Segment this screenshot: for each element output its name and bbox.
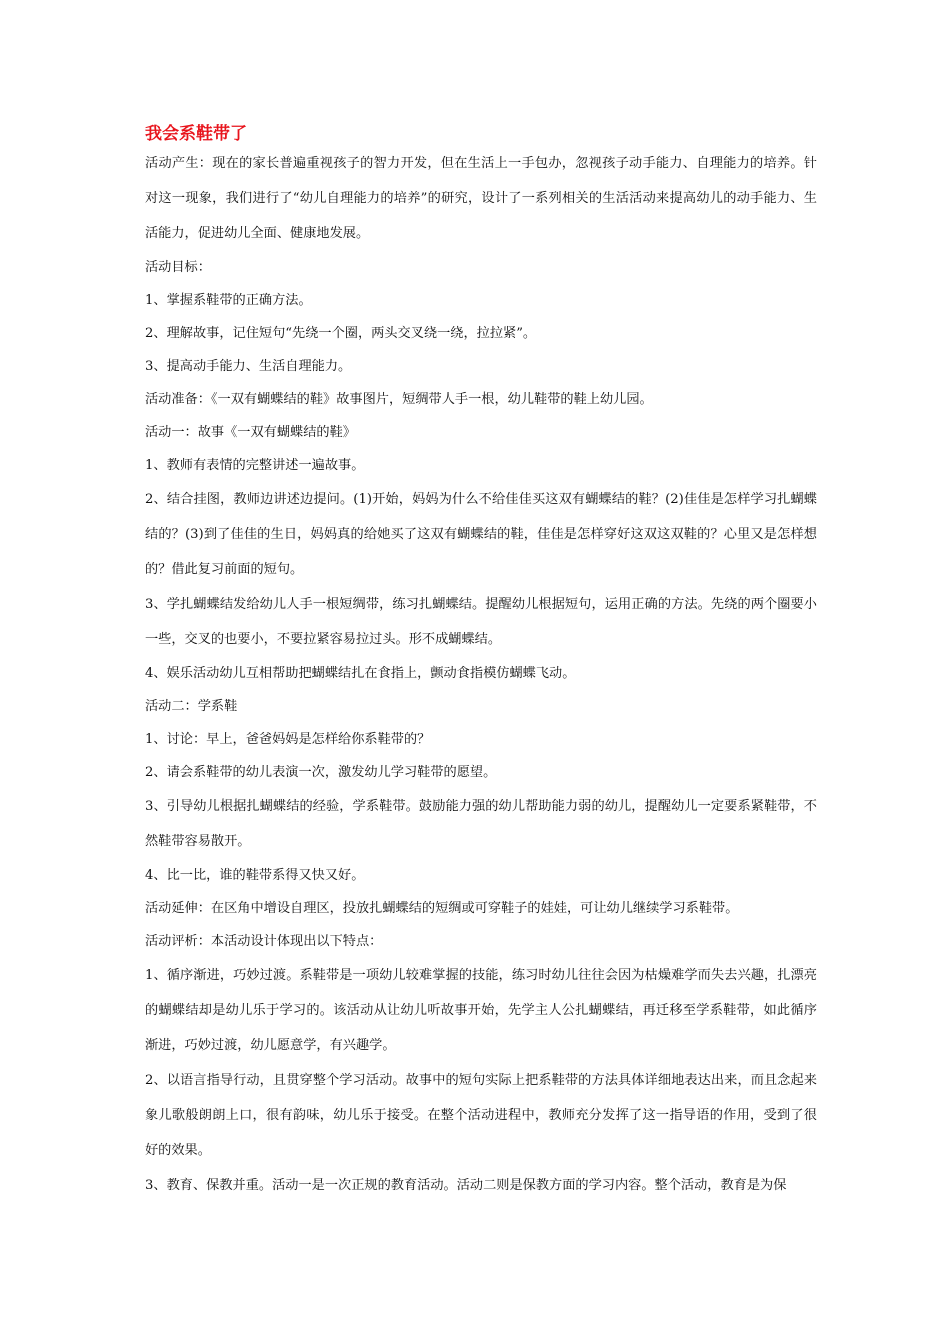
paragraph-activity-1-step-2: 2、结合挂图，教师边讲述边提问。(1)开始，妈妈为什么不给佳佳买这双有蝴蝶结的鞋？(2)佳佳是怎样学习扎蝴蝶结的？(3)到了佳佳的生日，妈妈真的给她买了这双有蝴蝶结的鞋，佳佳是怎样穿好这双这双鞋的？心里又是怎样想的？借此复习前面的短句。 bbox=[145, 492, 817, 577]
paragraph-activity-1-step-1: 1、教师有表情的完整讲述一遍故事。 bbox=[145, 458, 365, 473]
paragraph-evaluation-2: 2、以语言指导行动，且贯穿整个学习活动。故事中的短句实际上把系鞋带的方法具体详细地表达出来，而且念起来象儿歌般朗朗上口，很有韵味，幼儿乐于接受。在整个活动进程中，教师充分发挥了这一指导语的作用，受到了很好的效果。 bbox=[145, 1073, 817, 1158]
paragraph-activity-1-step-3: 3、学扎蝴蝶结发给幼儿人手一根短绸带，练习扎蝴蝶结。提醒幼儿根据短句，运用正确的方法。先绕的两个圈要小一些，交叉的也要小，不要拉紧容易拉过头。形不成蝴蝶结。 bbox=[145, 597, 817, 647]
paragraph-evaluation-1: 1、循序渐进，巧妙过渡。系鞋带是一项幼儿较难掌握的技能，练习时幼儿往往会因为枯燥难学而失去兴趣，扎漂亮的蝴蝶结却是幼儿乐于学习的。该活动从让幼儿听故事开始，先学主人公扎蝴蝶结，再迁移至学系鞋带，如此循序渐进，巧妙过渡，幼儿愿意学，有兴趣学。 bbox=[145, 968, 817, 1053]
paragraph-activity-2-step-4: 4、比一比，谁的鞋带系得又快又好。 bbox=[145, 868, 365, 883]
paragraph-activity-2-step-2: 2、请会系鞋带的幼儿表演一次，激发幼儿学习鞋带的愿望。 bbox=[145, 765, 497, 780]
paragraph-extension: 活动延伸：在区角中增设自理区，投放扎蝴蝶结的短绸或可穿鞋子的娃娃，可让幼儿继续学习系鞋带。 bbox=[145, 901, 739, 916]
paragraph-goal-1: 1、掌握系鞋带的正确方法。 bbox=[145, 293, 312, 308]
paragraph-activity-1-step-4: 4、娱乐活动幼儿互相帮助把蝴蝶结扎在食指上，颤动食指模仿蝴蝶飞动。 bbox=[145, 666, 576, 681]
paragraph-evaluation-3: 3、教育、保教并重。活动一是一次正规的教育活动。活动二则是保教方面的学习内容。整个活动，教育是为保 bbox=[145, 1178, 787, 1193]
paragraph-activity-2-heading: 活动二：学系鞋 bbox=[145, 699, 238, 714]
paragraph-activity-2-step-3: 3、引导幼儿根据扎蝴蝶结的经验，学系鞋带。鼓励能力强的幼儿帮助能力弱的幼儿，提醒幼儿一定要系紧鞋带，不然鞋带容易散开。 bbox=[145, 799, 817, 849]
paragraph-origin: 活动产生：现在的家长普遍重视孩子的智力开发，但在生活上一手包办，忽视孩子动手能力、自理能力的培养。针对这一现象，我们进行了“幼儿自理能力的培养”的研究，设计了一系列相关的生活活动来提高幼儿的动手能力、生活能力，促进幼儿全面、健康地发展。 bbox=[145, 156, 817, 241]
document-title: 我会系鞋带了 bbox=[145, 124, 247, 144]
document-page bbox=[145, 122, 817, 1203]
paragraph-activity-1-heading: 活动一：故事《一双有蝴蝶结的鞋》 bbox=[145, 425, 356, 440]
paragraph-evaluation-heading: 活动评析：本活动设计体现出以下特点： bbox=[145, 934, 383, 949]
paragraph-preparation: 活动准备：《一双有蝴蝶结的鞋》故事图片，短绸带人手一根，幼儿鞋带的鞋上幼儿园。 bbox=[145, 392, 653, 407]
paragraph-goal-2: 2、理解故事，记住短句“先绕一个圈，两头交叉绕一绕，拉拉紧”。 bbox=[145, 326, 537, 341]
paragraph-activity-2-step-1: 1、讨论：早上，爸爸妈妈是怎样给你系鞋带的？ bbox=[145, 732, 431, 747]
paragraph-goals-heading: 活动目标： bbox=[145, 260, 211, 275]
paragraph-goal-3: 3、提高动手能力、生活自理能力。 bbox=[145, 359, 352, 374]
